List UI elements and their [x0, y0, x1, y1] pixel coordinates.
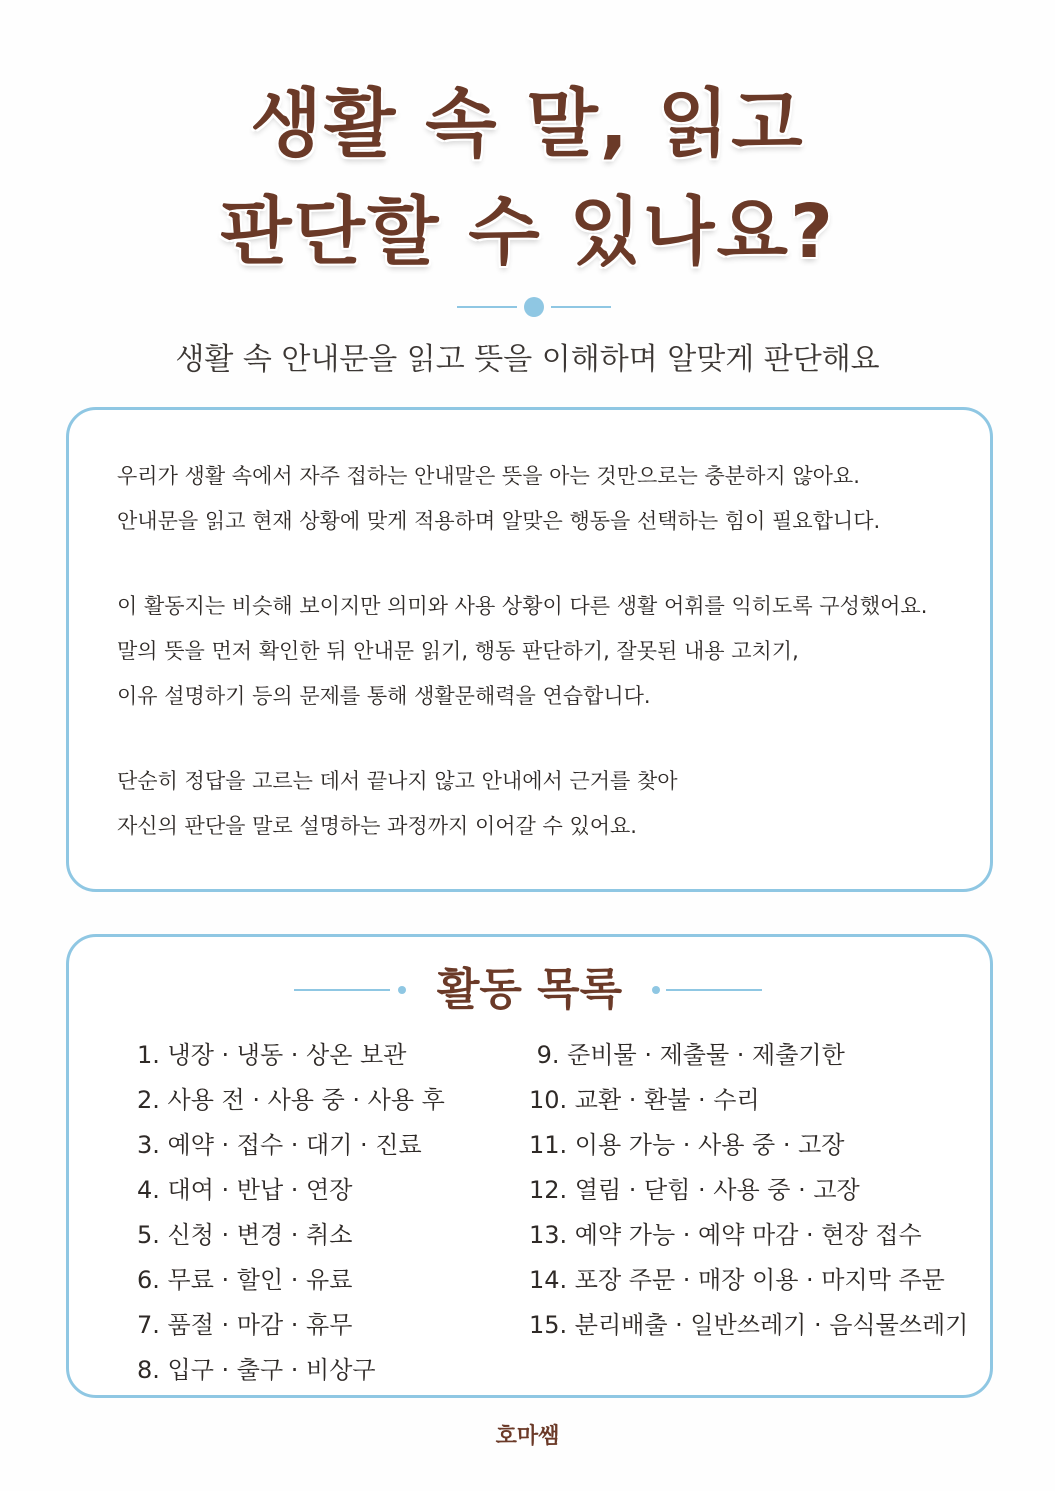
- title-line-2: 판단할 수 있나요?: [220, 189, 835, 275]
- activity-item: 9. 준비물 · 제출물 · 제출기한: [529, 1041, 845, 1069]
- intro-line: 자신의 판단을 말로 설명하는 과정까지 이어갈 수 있어요.: [117, 814, 637, 838]
- activity-item: 11. 이용 가능 · 사용 중 · 고장: [529, 1131, 845, 1159]
- activity-item: 2. 사용 전 · 사용 중 · 사용 후: [137, 1086, 445, 1114]
- intro-line: 단순히 정답을 고르는 데서 끝나지 않고 안내에서 근거를 찾아: [117, 769, 678, 793]
- divider-dot: [524, 297, 544, 317]
- title-line-1: 생활 속 말, 읽고: [250, 81, 805, 167]
- activity-item: 3. 예약 · 접수 · 대기 · 진료: [137, 1131, 422, 1159]
- activity-list-heading: 활동 목록: [436, 964, 623, 1015]
- activity-list-right: [529, 1033, 968, 1348]
- intro-box: [66, 407, 993, 892]
- intro-line: 우리가 생활 속에서 자주 접하는 안내말은 뜻을 아는 것만으로는 충분하지 않아요.: [117, 464, 860, 488]
- activity-item: 13. 예약 가능 · 예약 마감 · 현장 접수: [529, 1221, 922, 1249]
- activity-item: 1. 냉장 · 냉동 · 상온 보관: [137, 1041, 407, 1069]
- intro-paragraph-3: [117, 759, 990, 849]
- title-divider: [457, 306, 611, 308]
- activity-item: 5. 신청 · 변경 · 취소: [137, 1221, 353, 1249]
- activity-item: 6. 무료 · 할인 · 유료: [137, 1266, 353, 1294]
- intro-paragraph-2: [117, 584, 990, 719]
- intro-line: 안내문을 읽고 현재 상황에 맞게 적용하며 알맞은 행동을 선택하는 힘이 필요합니다.: [117, 509, 881, 533]
- activity-item: 4. 대여 · 반납 · 연장: [137, 1176, 353, 1204]
- page-subtitle: 생활 속 안내문을 읽고 뜻을 이해하며 알맞게 판단해요: [175, 342, 880, 377]
- intro-line: 이유 설명하기 등의 문제를 통해 생활문해력을 연습합니다.: [117, 684, 651, 708]
- divider-line-right: [551, 306, 611, 308]
- divider-line-left: [457, 306, 517, 308]
- activity-item: 8. 입구 · 출구 · 비상구: [137, 1356, 376, 1384]
- intro-line: 말의 뜻을 먼저 확인한 뒤 안내문 읽기, 행동 판단하기, 잘못된 내용 고치기,: [117, 639, 799, 663]
- intro-paragraph-1: [117, 454, 990, 544]
- activity-item: 10. 교환 · 환불 · 수리: [529, 1086, 760, 1114]
- heading-line-right: [666, 989, 762, 991]
- activity-item: 7. 품절 · 마감 · 휴무: [137, 1311, 353, 1339]
- activity-item: 12. 열림 · 닫힘 · 사용 중 · 고장: [529, 1176, 860, 1204]
- heading-dot-right: [652, 986, 660, 994]
- intro-line: 이 활동지는 비슷해 보이지만 의미와 사용 상황이 다른 생활 어휘를 익히도록 구성했어요.: [117, 594, 928, 618]
- page-title: [0, 70, 1055, 286]
- activity-item: 14. 포장 주문 · 매장 이용 · 마지막 주문: [529, 1266, 945, 1294]
- activity-list-box: [66, 934, 993, 1398]
- author-credit: 호마쌤: [495, 1424, 560, 1449]
- activity-list-left: [137, 1033, 445, 1393]
- activity-item: 15. 분리배출 · 일반쓰레기 · 음식물쓰레기: [529, 1311, 969, 1339]
